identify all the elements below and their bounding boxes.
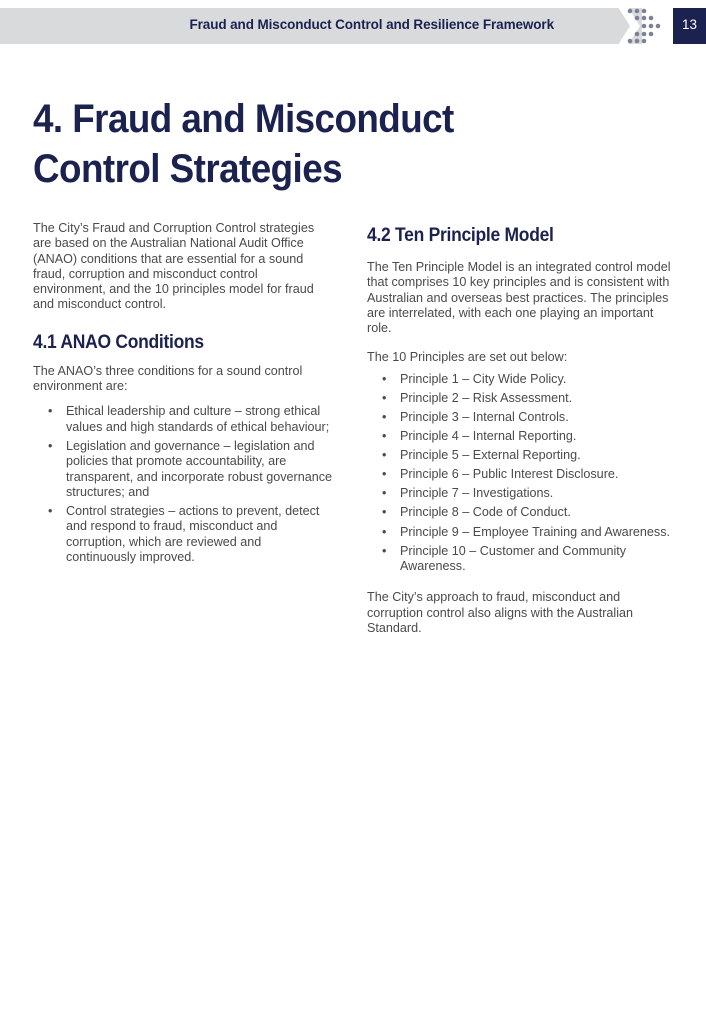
closing-paragraph: The City’s approach to fraud, misconduct and corruption control also aligns with the Australian Standard. — [367, 590, 634, 635]
list-item: • Principle 7 – Investigations. — [367, 486, 677, 501]
list-item: • Principle 6 – Public Interest Disclosure. — [367, 467, 677, 482]
list-item: • Principle 3 – Internal Controls. — [367, 410, 677, 425]
right-column — [367, 224, 677, 636]
header-title: Fraud and Misconduct Control and Resilience Framework — [189, 17, 554, 32]
page-number: 13 — [681, 17, 698, 32]
page-title-line-2: Control Strategies — [33, 147, 343, 191]
list-item: • Legislation and governance – legislation and policies that promote accountability, are transparent, and incorporate robust governance structures; and — [33, 439, 333, 500]
model-intro: The Ten Principle Model is an integrated control model that comprises 10 key principles and is consistent with Australian and overseas best practices. The principles are interrelated, with each one playing an important role. — [367, 260, 671, 336]
page-number-tab — [673, 8, 706, 44]
anao-intro: The ANAO’s three conditions for a sound control environment are: — [33, 363, 303, 394]
anao-heading: 4.1 ANAO Conditions — [33, 331, 204, 353]
list-item: • Control strategies – actions to prevent, detect and respond to fraud, misconduct and corruption, which are reviewed and continuously improved. — [33, 504, 333, 565]
page-title-line-1: 4. Fraud and Misconduct — [33, 97, 454, 141]
intro-paragraph: The City’s Fraud and Corruption Control strategies are based on the Australian National Audit Office (ANAO) conditions that are essential for a sound fraud, corruption and misconduct control environment, and the 10 principles model for fraud and misconduct control. — [33, 221, 315, 312]
left-column — [33, 221, 333, 569]
anao-conditions-list — [33, 404, 333, 565]
list-item: • Principle 2 – Risk Assessment. — [367, 391, 677, 406]
list-item: • Principle 4 – Internal Reporting. — [367, 429, 677, 444]
list-item: • Principle 1 – City Wide Policy. — [367, 372, 677, 387]
page-header — [0, 8, 706, 44]
list-item: • Principle 5 – External Reporting. — [367, 448, 677, 463]
dot-grid-arrow-icon — [618, 7, 674, 45]
list-item: • Principle 10 – Customer and Community Awareness. — [367, 544, 677, 575]
list-item: • Principle 8 – Code of Conduct. — [367, 505, 677, 520]
header-gray-band — [0, 8, 642, 44]
list-item: • Ethical leadership and culture – strong ethical values and high standards of ethical behaviour; — [33, 404, 333, 435]
model-heading: 4.2 Ten Principle Model — [367, 225, 554, 246]
principles-intro: The 10 Principles are set out below: — [367, 350, 568, 365]
list-item: • Principle 9 – Employee Training and Awareness. — [367, 525, 677, 540]
page-title — [33, 94, 475, 194]
principles-list — [367, 372, 677, 574]
